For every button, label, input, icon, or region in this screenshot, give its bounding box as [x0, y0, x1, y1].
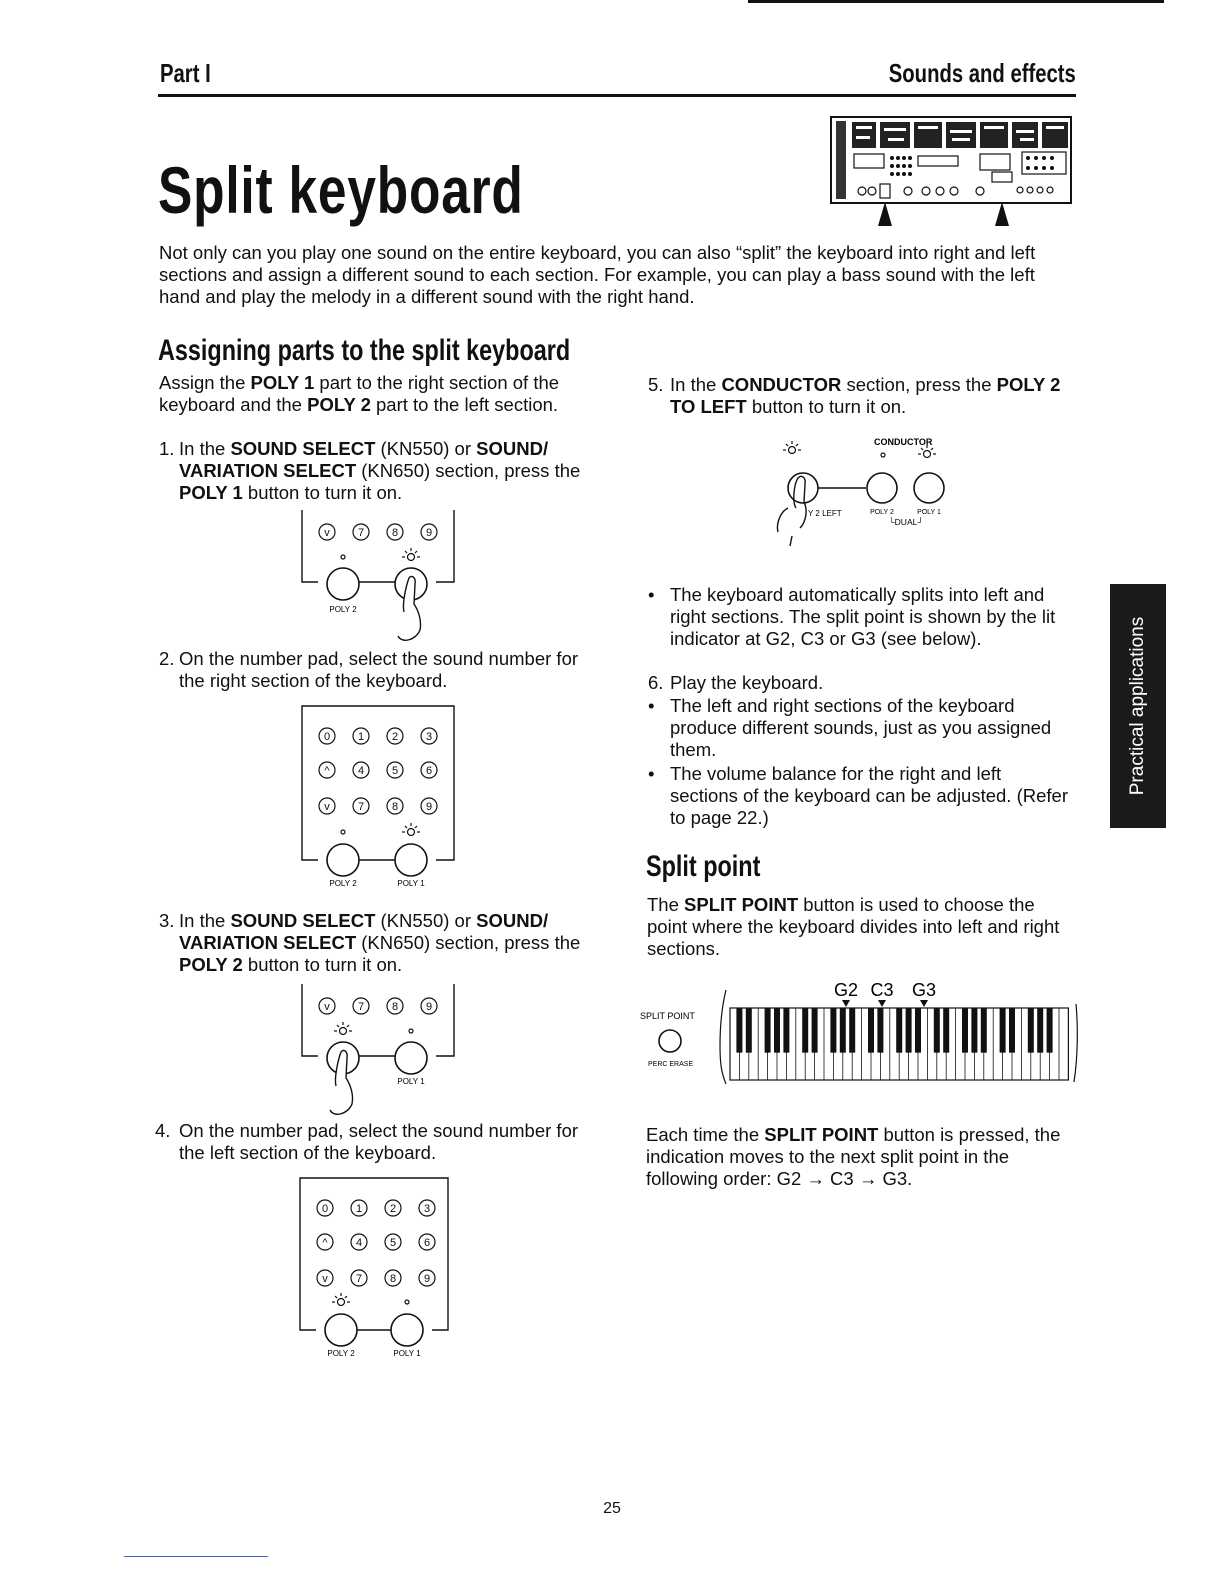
- section-tab: Practical applications: [1110, 584, 1166, 828]
- pad-key: 8: [391, 1001, 399, 1013]
- poly2-press-figure: [298, 982, 458, 1120]
- black-key: [981, 1008, 987, 1053]
- black-key: [736, 1008, 742, 1053]
- footer-rule: [124, 1556, 268, 1557]
- pad-key: 4: [357, 765, 365, 777]
- number-pad-poly2-figure: [296, 1176, 456, 1362]
- pad-key: 1: [355, 1203, 363, 1215]
- black-key: [971, 1008, 977, 1053]
- g3-label: G3: [911, 980, 937, 1000]
- black-key: [962, 1008, 968, 1053]
- page-number: 25: [603, 1500, 621, 1517]
- pad-key: 6: [425, 765, 433, 777]
- step-6: 6. Play the keyboard.: [648, 672, 824, 693]
- black-key: [812, 1008, 818, 1053]
- bullet-volume-balance: • The volume balance for the right and left sections of the keyboard can be adjusted. (Refer to page 22.): [648, 763, 1068, 828]
- top-rule: [748, 0, 1164, 3]
- poly1-label: POLY 1: [397, 1077, 425, 1086]
- black-key: [1009, 1008, 1015, 1053]
- pad-key: 5: [389, 1237, 397, 1249]
- pad-key: 7: [355, 1273, 363, 1285]
- pad-key: 4: [355, 1237, 363, 1249]
- black-key: [1037, 1008, 1043, 1053]
- c3-label: C3: [870, 980, 894, 1000]
- black-key: [746, 1008, 752, 1053]
- pad-key-9: 9: [425, 527, 433, 539]
- step-2: 2. On the number pad, select the sound number for the right section of the keyboard.: [159, 648, 579, 691]
- heading-assigning-parts: Assigning parts to the split keyboard: [158, 334, 571, 367]
- header-part: Part I: [160, 58, 211, 88]
- black-key: [915, 1008, 921, 1053]
- conductor-label: CONDUCTOR: [874, 437, 933, 447]
- pad-key: v: [324, 801, 330, 813]
- black-key: [868, 1008, 874, 1053]
- step-1: 1. In the SOUND SELECT (KN550) or SOUND/ VARIATION SELECT (KN650) section, press the POLY 1 button to turn it on.: [159, 438, 581, 503]
- conductor-poly2-label: POLY 2: [870, 509, 894, 516]
- number-pad-poly1-figure: [298, 704, 458, 890]
- pad-key: 6: [423, 1237, 431, 1249]
- black-key: [906, 1008, 912, 1053]
- black-key: [849, 1008, 855, 1053]
- black-key: [802, 1008, 808, 1053]
- pad-key: 3: [425, 731, 433, 743]
- pad-key-8: 8: [391, 527, 399, 539]
- pad-key: 2: [389, 1203, 397, 1215]
- pad-key: 7: [357, 1001, 365, 1013]
- header-rule: [158, 94, 1076, 97]
- panel-overview-illustration: [830, 116, 1074, 228]
- pad-key-7: 7: [357, 527, 365, 539]
- pad-key: 3: [423, 1203, 431, 1215]
- black-key: [1047, 1008, 1053, 1053]
- pad-key: v: [324, 1001, 330, 1013]
- keyboard-keys: [730, 1008, 1068, 1080]
- split-point-description: The SPLIT POINT button is used to choose the point where the keyboard divides into left and right sections.: [647, 894, 1060, 959]
- poly2-label: POLY 2: [327, 1349, 355, 1358]
- header-section: Sounds and effects: [888, 58, 1076, 88]
- pad-key: v: [322, 1273, 328, 1285]
- pad-key: 8: [389, 1273, 397, 1285]
- poly2-label: POLY 2: [329, 879, 357, 888]
- pad-key: ^: [324, 765, 330, 777]
- split-point-keyboard-figure: [638, 976, 1080, 1086]
- black-key: [765, 1008, 771, 1053]
- bullet-auto-split: • The keyboard automatically splits into left and right sections. The split point is shown by the lit indicator at G2, C3 or G3 (see below).: [648, 584, 1056, 649]
- black-key: [830, 1008, 836, 1053]
- black-key: [934, 1008, 940, 1053]
- step-5: 5. In the CONDUCTOR section, press the POLY 2 TO LEFT button to turn it on.: [648, 374, 1061, 417]
- poly1-label: POLY 1: [397, 879, 425, 888]
- black-key: [877, 1008, 883, 1053]
- g2-label: G2: [833, 980, 859, 1000]
- heading-split-point: Split point: [646, 850, 761, 883]
- pad-key: 9: [423, 1273, 431, 1285]
- black-key: [774, 1008, 780, 1053]
- conductor-poly1-label: POLY 1: [917, 509, 941, 516]
- conductor-figure: [756, 432, 966, 552]
- poly1-press-figure: [298, 508, 458, 648]
- poly1-label: POLY 1: [393, 1349, 421, 1358]
- pad-key: 8: [391, 801, 399, 813]
- black-key: [896, 1008, 902, 1053]
- page-title: Split keyboard: [158, 153, 524, 227]
- poly2-label: POLY 2: [329, 605, 357, 614]
- dual-label: └DUAL┘: [888, 517, 924, 527]
- black-key: [943, 1008, 949, 1053]
- pad-key: 5: [391, 765, 399, 777]
- poly2-left-label: Y 2 LEFT: [808, 509, 842, 518]
- pad-key: ^: [322, 1237, 328, 1249]
- perc-erase-label: PERC ERASE: [648, 1061, 694, 1068]
- bullet-different-sounds: • The left and right sections of the keyboard produce different sounds, just as you assigned them.: [648, 695, 1052, 760]
- split-point-label: SPLIT POINT: [640, 1011, 695, 1021]
- black-key: [840, 1008, 846, 1053]
- pad-key: 1: [357, 731, 365, 743]
- black-key: [1000, 1008, 1006, 1053]
- black-key: [1028, 1008, 1034, 1053]
- split-order-paragraph: Each time the SPLIT POINT button is pressed, the indication moves to the next split point in the following order: G2 → C3 → G3.: [646, 1124, 1061, 1189]
- lead-paragraph: Assign the POLY 1 part to the right section of the keyboard and the POLY 2 part to the left section.: [159, 372, 560, 415]
- black-key: [783, 1008, 789, 1053]
- pad-key: 7: [357, 801, 365, 813]
- intro-paragraph: Not only can you play one sound on the entire keyboard, you can also “split” the keyboard into right and left sections and assign a different sound to each section. For example, you can play a bass sound with the left hand and play the melody in a different sound with the right hand.: [159, 242, 1036, 307]
- pad-key: 9: [425, 1001, 433, 1013]
- step-4: 4. On the number pad, select the sound number for the left section of the keyboard.: [155, 1120, 579, 1163]
- step-3: 3. In the SOUND SELECT (KN550) or SOUND/ VARIATION SELECT (KN650) section, press the POLY 2 button to turn it on.: [159, 910, 581, 975]
- pad-key: 2: [391, 731, 399, 743]
- pad-key: 0: [321, 1203, 329, 1215]
- pad-key: 0: [323, 731, 331, 743]
- pad-key: 9: [425, 801, 433, 813]
- svg-text:v: v: [324, 527, 330, 539]
